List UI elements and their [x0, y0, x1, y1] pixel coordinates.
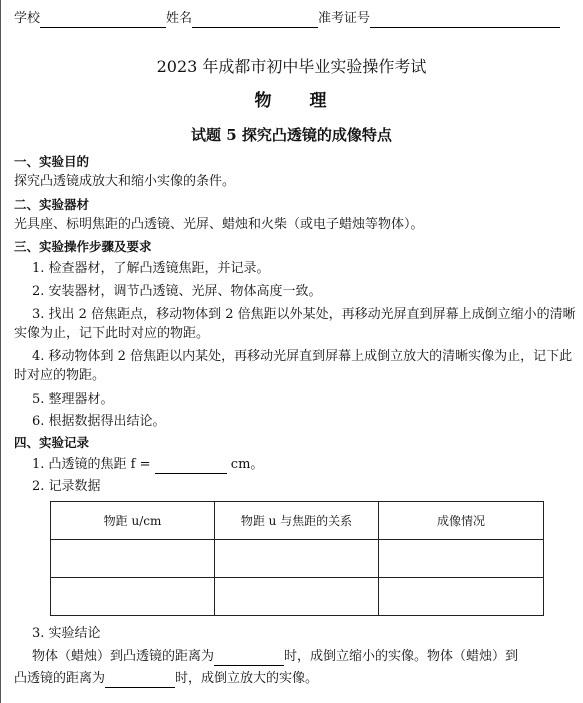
subject-title [0, 92, 583, 110]
subject-char-1: 物 [254, 91, 274, 111]
exam-id-field[interactable] [370, 13, 560, 28]
table-header-row [51, 502, 544, 540]
school-label: 学校 [14, 11, 41, 26]
table-header-distance: 物距 u/cm [51, 502, 215, 540]
table-cell[interactable] [51, 540, 215, 578]
focal-length-label: 1. 凸透镜的焦距 f = [32, 457, 151, 472]
step-1: 1. 检查器材，了解凸透镜焦距，并记录。 [32, 261, 270, 276]
exam-title: 2023 年成都市初中毕业实验操作考试 [156, 57, 427, 76]
focal-length-blank[interactable] [155, 460, 227, 474]
conclusion-text-3: 凸透镜的距离为 [14, 671, 106, 686]
conclusion-blank-1[interactable] [214, 652, 284, 666]
conclusion-line-2 [14, 670, 577, 688]
step-6: 6. 根据数据得出结论。 [32, 414, 166, 429]
step-5: 5. 整理器材。 [32, 392, 114, 407]
focal-length-row [32, 456, 577, 474]
purpose-text: 探究凸透镜成放大和缩小实像的条件。 [14, 174, 236, 189]
record-table [50, 501, 544, 616]
conclusion-blank-2[interactable] [105, 674, 175, 688]
data-record-label: 2. 记录数据 [32, 479, 101, 494]
conclusion-label: 3. 实验结论 [32, 626, 101, 641]
table-header-image: 成像情况 [379, 502, 544, 540]
focal-length-unit: cm。 [230, 457, 264, 472]
table-cell[interactable] [215, 540, 379, 578]
name-label: 姓名 [166, 11, 193, 26]
step-4: 4. 移动物体到 2 倍焦距以内某处，再移动光屏直到屏幕上成倒立放大的清晰实像为止，记下此时对应的物距。 [14, 349, 573, 383]
conclusion-text-4: 时，成倒立放大的实像。 [175, 671, 319, 686]
conclusion-text-1: 物体（蜡烛）到凸透镜的距离为 [32, 649, 215, 664]
table-row [51, 578, 544, 616]
table-cell[interactable] [379, 540, 544, 578]
candidate-info-row [14, 10, 577, 28]
steps-heading: 三、实验操作步骤及要求 [14, 239, 152, 254]
exam-id-label: 准考证号 [318, 11, 371, 26]
school-field[interactable] [40, 13, 166, 28]
conclusion-line-1 [32, 648, 577, 666]
purpose-heading: 一、实验目的 [14, 154, 90, 169]
table-cell[interactable] [215, 578, 379, 616]
equipment-text: 光具座、标明焦距的凸透镜、光屏、蜡烛和火柴（或电子蜡烛等物体）。 [14, 217, 424, 232]
step-2: 2. 安装器材，调节凸透镜、光屏、物体高度一致。 [32, 284, 322, 299]
table-cell[interactable] [51, 578, 215, 616]
subject-char-2: 理 [309, 91, 329, 111]
equipment-heading: 二、实验器材 [14, 197, 90, 212]
table-cell[interactable] [379, 578, 544, 616]
conclusion-text-2: 时，成倒立缩小的实像。物体（蜡烛）到 [284, 649, 519, 664]
record-heading: 四、实验记录 [14, 435, 90, 450]
step-3: 3. 找出 2 倍焦距点，移动物体到 2 倍焦距以外某处，再移动光屏直到屏幕上成倒立缩小的清晰实像为止，记下此时对应的物距。 [14, 307, 576, 341]
name-field[interactable] [192, 13, 318, 28]
question-title: 试题 5 探究凸透镜的成像特点 [191, 126, 392, 144]
table-header-relation: 物距 u 与焦距的关系 [215, 502, 379, 540]
table-row [51, 540, 544, 578]
